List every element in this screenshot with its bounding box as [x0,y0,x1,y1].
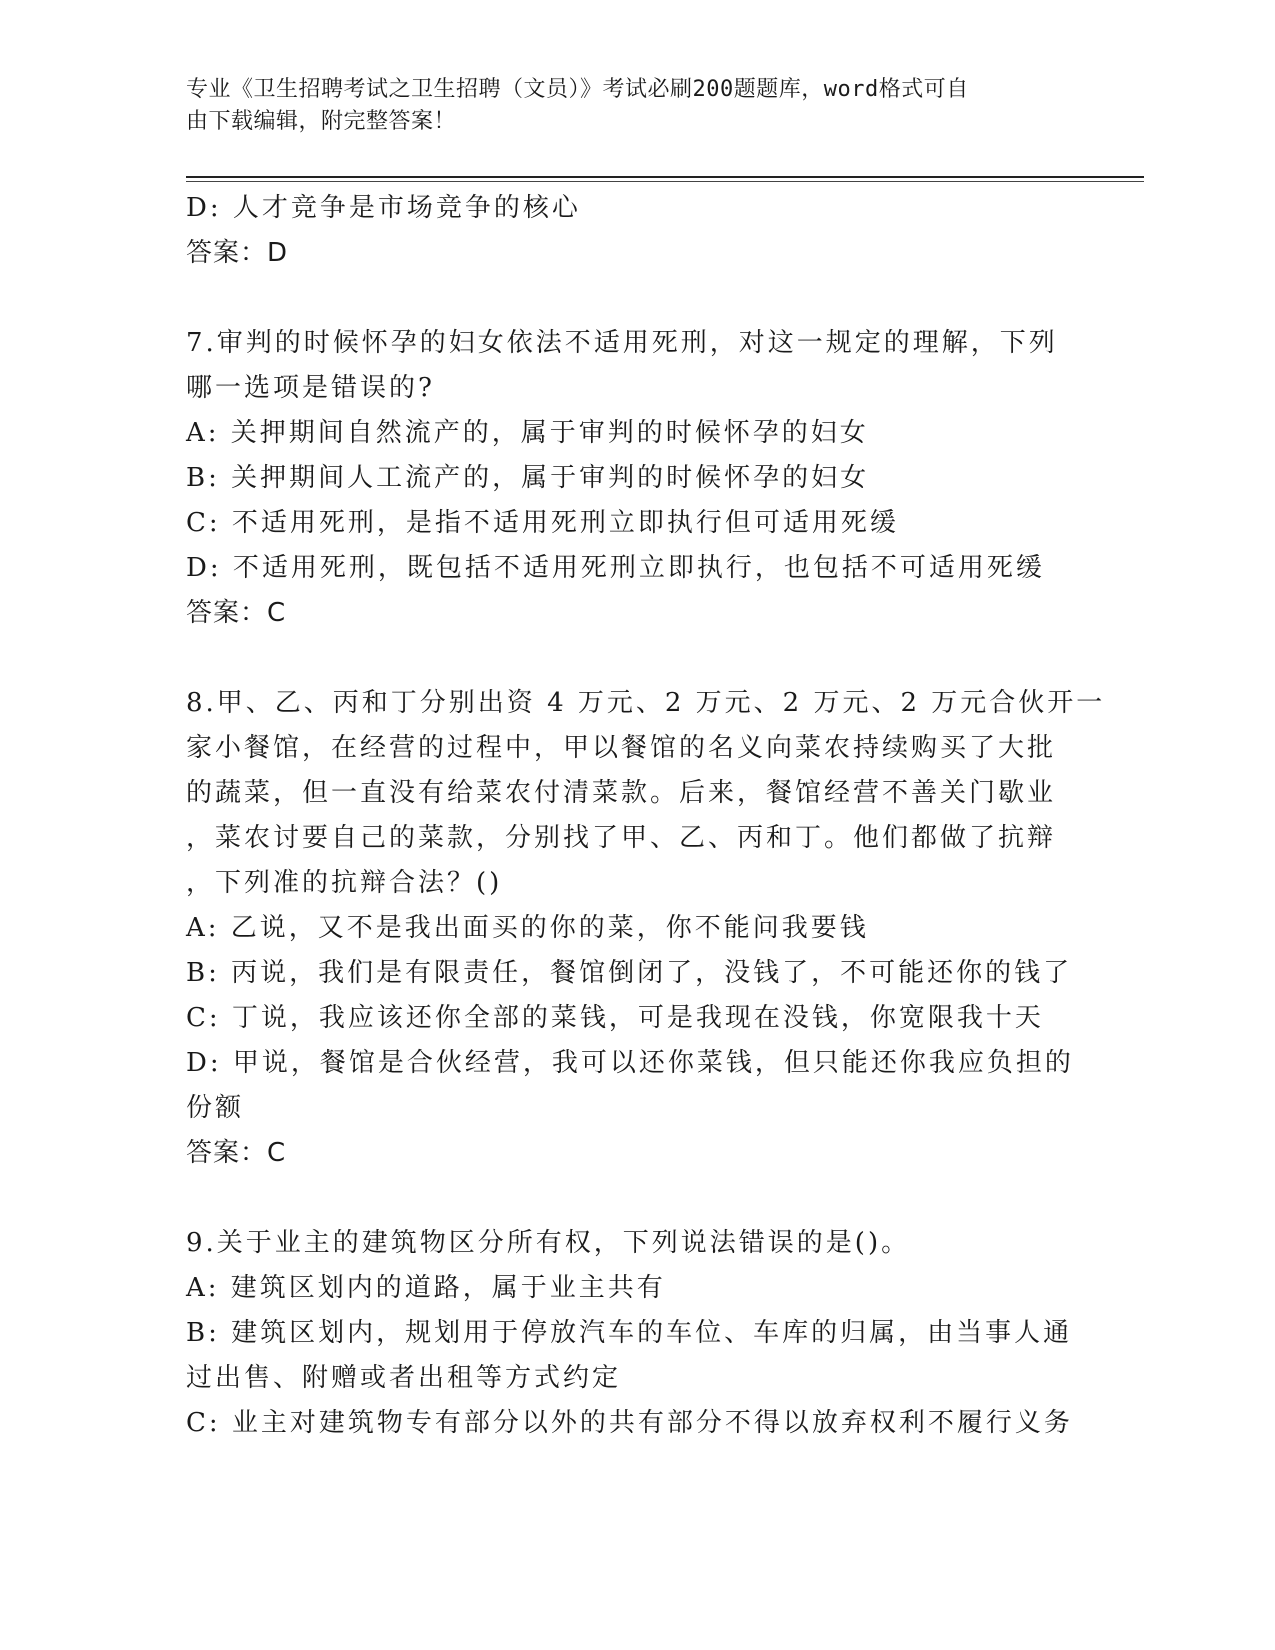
spacer [186,276,1086,321]
option-c: C: 不适用死刑，是指不适用死刑立即执行但可适用死缓 [186,508,899,538]
question-stem: 的蔬菜，但一直没有给菜农付清菜款。后来，餐馆经营不善关门歇业 [186,778,1057,808]
option-a: A: 建筑区划内的道路，属于业主共有 [186,1273,666,1303]
option-a: A: 关押期间自然流产的，属于审判的时候怀孕的妇女 [186,418,869,448]
option-d-continued: 份额 [186,1093,245,1123]
option-b: B: 丙说，我们是有限责任，餐馆倒闭了，没钱了，不可能还你的钱了 [186,958,1073,988]
question-6-tail [186,186,1086,276]
answer-line: 答案：C [186,1138,287,1168]
option-c: C: 丁说，我应该还你全部的菜钱，可是我现在没钱，你宽限我十天 [186,1003,1044,1033]
question-stem: 8.甲、乙、丙和丁分别出资 4 万元、2 万元、2 万元、2 万元合伙开一 [186,688,1106,718]
header-line-2: 由下载编辑，附完整答案！ [186,109,457,134]
question-7 [186,321,1086,636]
option-c: C: 业主对建筑物专有部分以外的共有部分不得以放弃权利不履行义务 [186,1408,1073,1438]
header-rule-thin [186,181,1144,182]
option-a: A: 乙说，又不是我出面买的你的菜，你不能问我要钱 [186,913,869,943]
question-stem: 家小餐馆，在经营的过程中，甲以餐馆的名义向菜农持续购买了大批 [186,733,1057,763]
answer-line: 答案：C [186,598,287,628]
question-stem: ，菜农讨要自己的菜款，分别找了甲、乙、丙和丁。他们都做了抗辩 [186,823,1057,853]
question-content [186,186,1106,1446]
option-b: B: 建筑区划内，规划用于停放汽车的车位、车库的归属，由当事人通 [186,1318,1073,1348]
option-d: D: 人才竞争是市场竞争的核心 [186,193,581,223]
option-d: D: 甲说，餐馆是合伙经营，我可以还你菜钱，但只能还你我应负担的 [186,1048,1074,1078]
spacer [186,1176,1086,1221]
header-line-1: 专业《卫生招聘考试之卫生招聘（文员）》考试必刷200题题库，word格式可自 [186,77,969,102]
option-b: B: 关押期间人工流产的，属于审判的时候怀孕的妇女 [186,463,870,493]
question-8 [186,681,1106,1176]
answer-line: 答案：D [186,238,289,268]
question-stem: ，下列准的抗辩合法？() [186,868,503,898]
option-d: D: 不适用死刑，既包括不适用死刑立即执行，也包括不可适用死缓 [186,553,1045,583]
option-b-continued: 过出售、附赠或者出租等方式约定 [186,1363,622,1393]
question-9 [186,1221,1086,1446]
header-rule-thick [186,176,1144,178]
page-header [186,74,1066,138]
question-stem: 哪一选项是错误的? [186,373,435,403]
question-stem: 9.关于业主的建筑物区分所有权，下列说法错误的是()。 [186,1228,911,1258]
question-stem: 7.审判的时候怀孕的妇女依法不适用死刑，对这一规定的理解，下列 [186,328,1058,358]
spacer [186,636,1086,681]
